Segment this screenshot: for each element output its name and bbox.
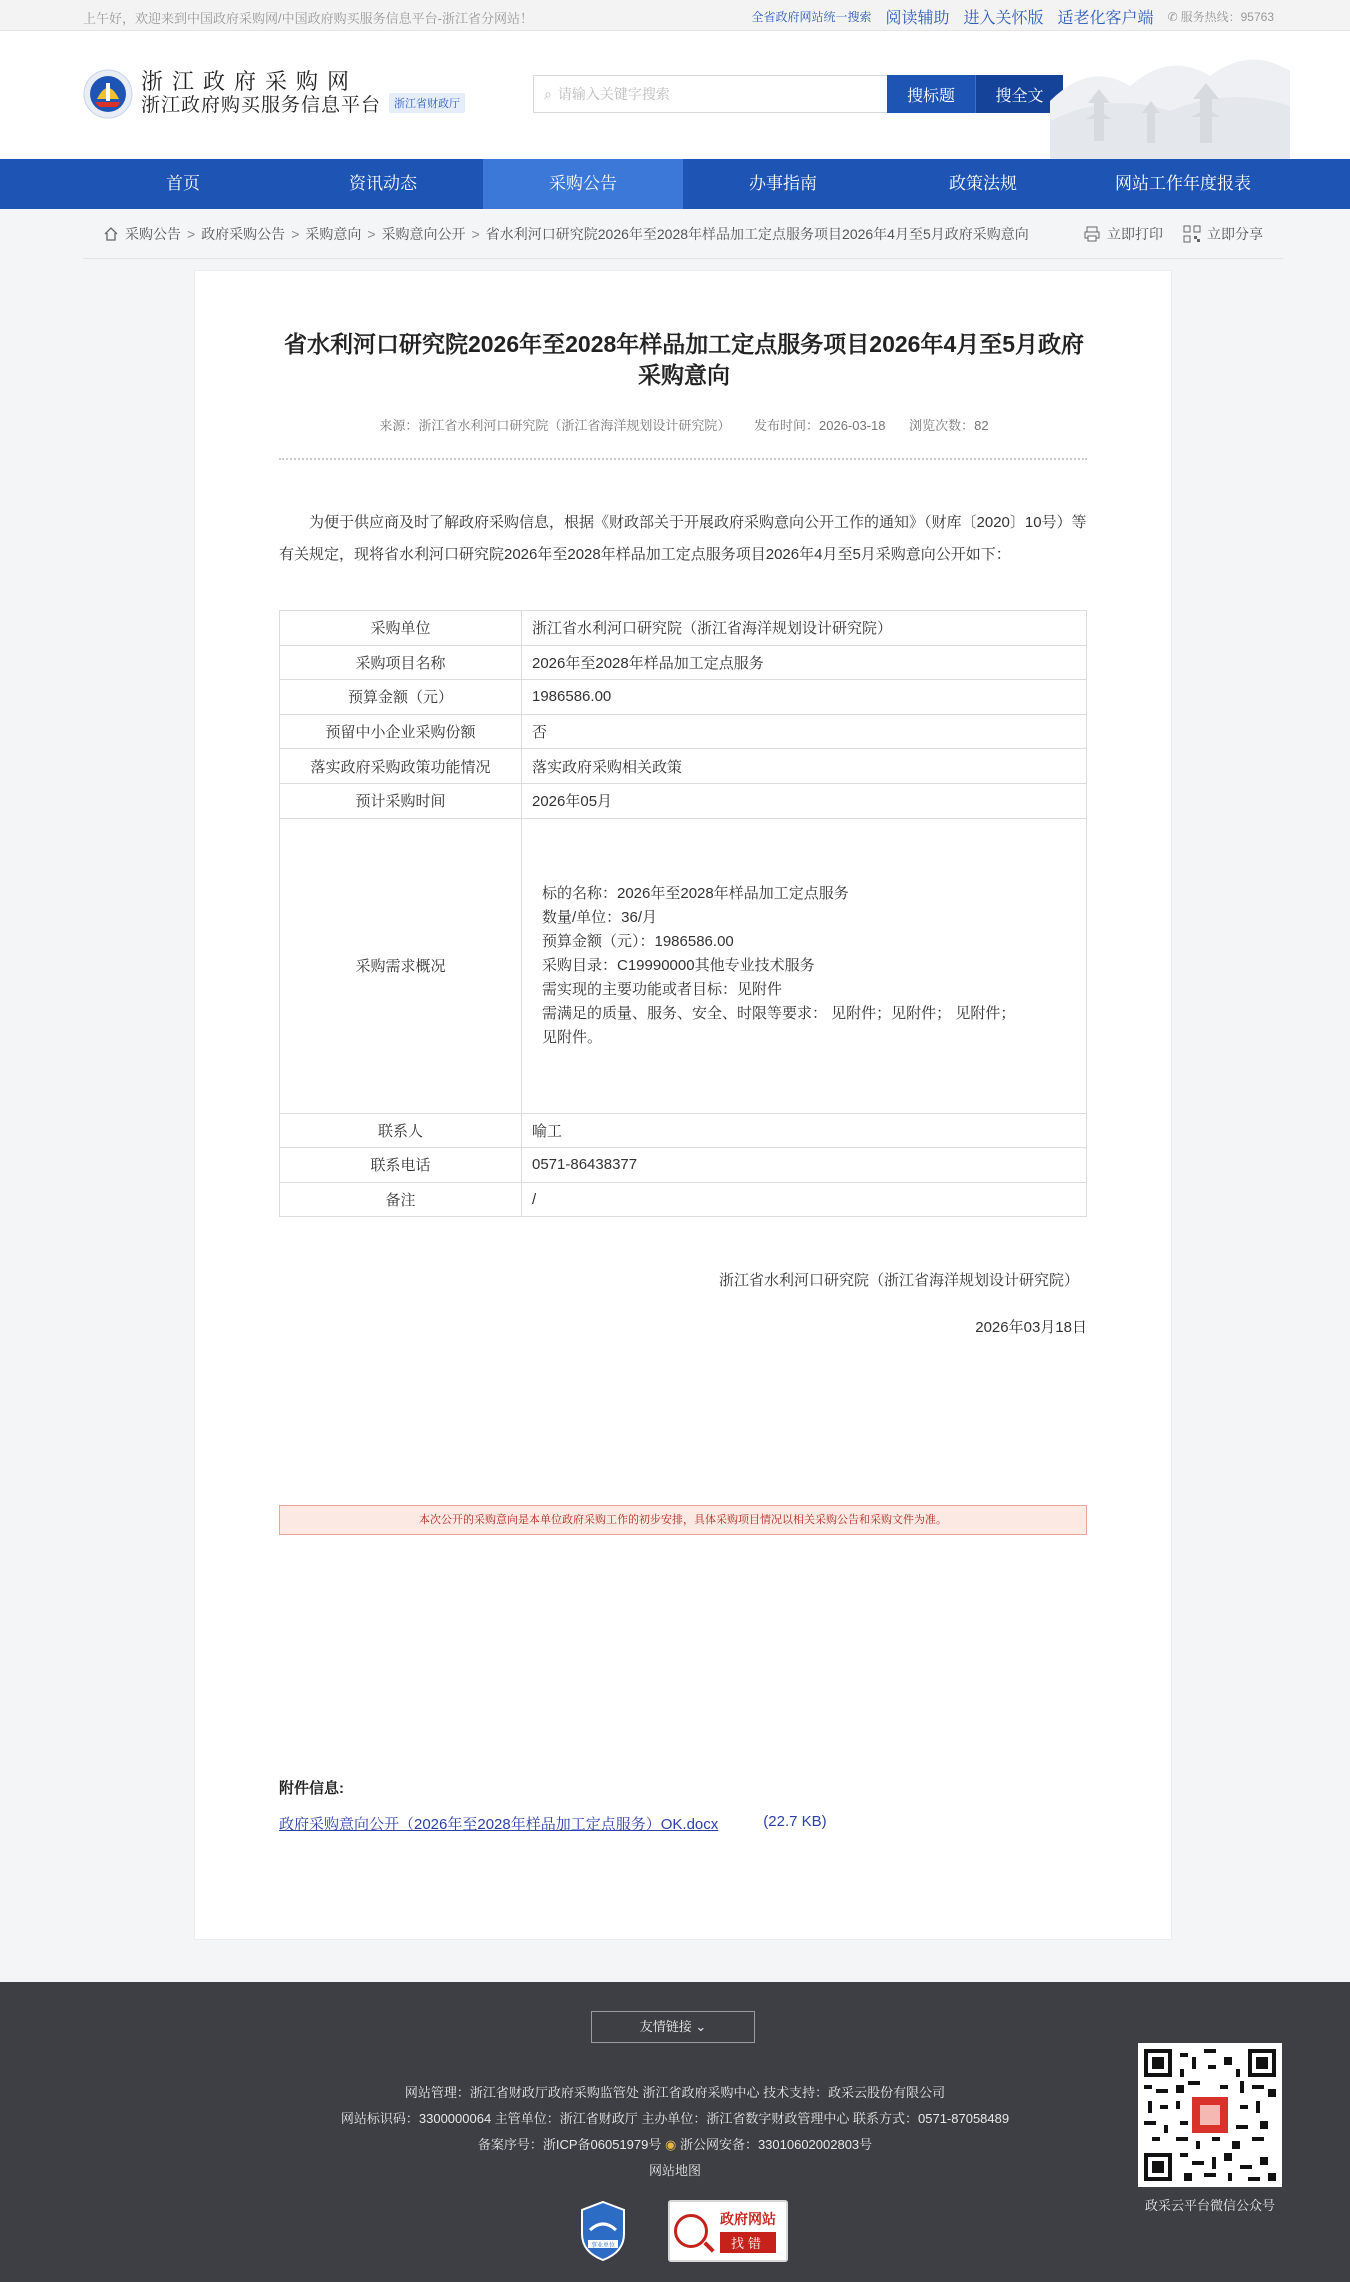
wechat-qr-code — [1138, 2043, 1282, 2187]
table-key: 采购需求概况 — [280, 818, 522, 1113]
table-value: 落实政府采购相关政策 — [522, 749, 1087, 784]
qr-label: 政采云平台微信公众号 — [1144, 2198, 1275, 2213]
phone-icon: ✆ — [1167, 9, 1178, 24]
search-placeholder: 请输入关键字搜索 — [557, 86, 670, 102]
table-value — [522, 818, 1087, 1113]
nav-item-annual-report[interactable]: 网站工作年度报表 — [1115, 174, 1251, 193]
article-intro: 为便于供应商及时了解政府采购信息，根据《财政部关于开展政府采购意向公开工作的通知》（财库〔2020〕10号）等有关规定，现将省水利河口研究院2026年至2028年样品加工定点服务项目2026年4月至5月采购意向公开如下： — [279, 514, 1087, 563]
police-badge-icon: ◉ — [664, 2137, 677, 2152]
breadcrumb-item[interactable]: 采购意向 — [305, 225, 362, 242]
procurement-table — [279, 610, 1087, 1217]
svg-text:事业单位: 事业单位 — [590, 2242, 616, 2249]
qr-share-icon — [1183, 225, 1201, 243]
table-value: 0571-86438377 — [522, 1148, 1087, 1183]
hotline — [1168, 8, 1274, 25]
public-institution-badge-icon[interactable] — [578, 2200, 628, 2262]
attachment-link[interactable]: 政府采购意向公开（2026年至2028年样品加工定点服务）OK.docx — [279, 1816, 719, 1833]
table-row — [280, 749, 1087, 784]
magnifier-icon — [674, 2214, 708, 2248]
table-key: 采购单位 — [280, 611, 522, 646]
table-key: 采购项目名称 — [280, 645, 522, 680]
police-record[interactable]: 浙公网安备：33010602002803号 — [679, 2137, 873, 2152]
table-row — [280, 645, 1087, 680]
site-logo[interactable] — [83, 69, 465, 119]
table-value: 2026年05月 — [522, 783, 1087, 818]
needs-line: 标的名称：2026年至2028年样品加工定点服务 — [542, 884, 849, 902]
table-key: 联系电话 — [280, 1148, 522, 1183]
article-source: 来源：浙江省水利河口研究院（浙江省海洋规划设计研究院） — [379, 418, 731, 433]
search-fulltext-button[interactable]: 搜全文 — [975, 75, 1063, 113]
header — [0, 31, 1350, 159]
top-bar — [0, 0, 1350, 31]
signature-date: 2026年03月18日 — [975, 1319, 1087, 1336]
unified-search-link[interactable]: 全省政府网站统一搜索 — [751, 10, 872, 24]
needs-line: 数量/单位：36/月 — [542, 908, 658, 926]
table-row — [280, 1148, 1087, 1183]
attachment-size: (22.7 KB) — [763, 1813, 827, 1830]
needs-line: 预算金额（元）：1986586.00 — [542, 932, 734, 950]
care-mode-link[interactable]: 进入关怀版 — [963, 10, 1044, 27]
nav-item-procurement[interactable]: 采购公告 — [483, 159, 683, 209]
table-row — [280, 783, 1087, 818]
footer-line: 网站管理：浙江省财政厅政府采购监管处 浙江省政府采购中心 技术支持：政采云股份有限公司 — [404, 2085, 946, 2100]
elderly-client-link[interactable]: 适老化客户端 — [1057, 10, 1154, 27]
breadcrumb-item[interactable]: 政府采购公告 — [201, 225, 286, 242]
needs-line: 采购目录：C19990000其他专业技术服务 — [542, 956, 815, 974]
site-title: 浙江政府采购网 — [141, 69, 359, 94]
pagoda-scenery-icon — [1050, 31, 1290, 159]
table-value: 2026年至2028年样品加工定点服务 — [522, 645, 1087, 680]
table-value: / — [522, 1182, 1087, 1217]
footer-badges — [578, 2200, 788, 2262]
printer-icon — [1083, 225, 1101, 243]
notice-banner: 本次公开的采购意向是本单位政府采购工作的初步安排，具体采购项目情况以相关采购公告和采购文件为准。 — [279, 1505, 1087, 1535]
table-row — [280, 818, 1087, 1113]
table-key: 落实政府采购政策功能情况 — [280, 749, 522, 784]
home-icon[interactable] — [103, 226, 119, 242]
article-card — [194, 270, 1172, 1940]
nav-item-news[interactable]: 资讯动态 — [349, 174, 417, 193]
signature — [279, 1269, 1087, 1337]
share-button[interactable]: 立即分享 — [1183, 224, 1263, 244]
page-title: 省水利河口研究院2026年至2028年样品加工定点服务项目2026年4月至5月政府采购意向 — [283, 331, 1085, 388]
search-title-button[interactable]: 搜标题 — [887, 75, 975, 113]
search-bar — [533, 75, 1063, 113]
search-icon: ⌕ — [544, 85, 552, 102]
table-row — [280, 1113, 1087, 1148]
breadcrumb: 采购公告 > 政府采购公告 > 采购意向 > 采购意向公开 > 省水利河口研究院2026年至2028年样品加工定点服务项目2026年4月至5月政府采购意向 立即打印 立即分享 — [83, 209, 1283, 259]
table-row — [280, 714, 1087, 749]
attachment-header: 附件信息: — [279, 1780, 344, 1797]
friend-links-dropdown[interactable]: 友情链接 ⌄ — [591, 2011, 755, 2043]
site-error-report-badge[interactable]: 政府网站 找错 — [668, 2200, 788, 2262]
divider — [279, 458, 1087, 460]
site-subtitle: 浙江政府购买服务信息平台 — [141, 95, 382, 116]
table-key: 预计采购时间 — [280, 783, 522, 818]
breadcrumb-current: 省水利河口研究院2026年至2028年样品加工定点服务项目2026年4月至5月政府采购意向 — [485, 225, 1029, 242]
needs-line: 需满足的质量、服务、安全、时限等要求： 见附件；见附件； 见附件； 见附件。 — [542, 1004, 1016, 1046]
table-row — [280, 680, 1087, 715]
greeting-text: 上午好，欢迎来到中国政府采购网/中国政府购买服务信息平台-浙江省分网站！ — [83, 11, 533, 26]
nav-item-guide[interactable]: 办事指南 — [749, 174, 817, 193]
table-key: 联系人 — [280, 1113, 522, 1148]
article-meta — [195, 415, 1173, 434]
footer — [0, 1982, 1350, 2282]
reading-aid-link[interactable]: 阅读辅助 — [885, 10, 950, 27]
qr-code-icon — [1144, 2049, 1276, 2181]
site-tag: 浙江省财政厅 — [389, 93, 465, 113]
table-row — [280, 1182, 1087, 1217]
needs-line: 需实现的主要功能或者目标：见附件 — [542, 980, 783, 998]
emblem-icon — [83, 69, 133, 119]
attachment-row — [279, 1813, 827, 1834]
table-value: 喻工 — [522, 1113, 1087, 1148]
sitemap-link[interactable]: 网站地图 — [648, 2163, 701, 2178]
hotline-text: 服务热线：95763 — [1180, 10, 1274, 24]
table-key: 预算金额（元） — [280, 680, 522, 715]
article-publish-time: 发布时间：2026-03-18 — [754, 418, 886, 433]
table-row — [280, 611, 1087, 646]
top-links — [752, 5, 1275, 28]
search-input[interactable] — [533, 75, 887, 113]
print-button[interactable]: 立即打印 — [1083, 224, 1163, 244]
table-value: 否 — [522, 714, 1087, 749]
table-value: 浙江省水利河口研究院（浙江省海洋规划设计研究院） — [522, 611, 1087, 646]
table-key: 预留中小企业采购份额 — [280, 714, 522, 749]
table-value: 1986586.00 — [522, 680, 1087, 715]
breadcrumb-item[interactable]: 采购意向公开 — [381, 225, 466, 242]
icp-record[interactable]: 备案序号：浙ICP备06051979号 — [477, 2137, 662, 2152]
signature-org: 浙江省水利河口研究院（浙江省海洋规划设计研究院） — [718, 1272, 1079, 1289]
breadcrumb-item[interactable]: 采购公告 — [125, 225, 181, 242]
nav-item-policy[interactable]: 政策法规 — [949, 174, 1017, 193]
nav-item-home[interactable]: 首页 — [166, 174, 200, 193]
main-nav — [0, 159, 1350, 209]
table-key: 备注 — [280, 1182, 522, 1217]
page-actions — [1083, 224, 1263, 244]
footer-line: 网站标识码：3300000064 主管单位：浙江省财政厅 主办单位：浙江省数字财政管理中心 联系方式：0571-87058489 — [340, 2111, 1010, 2126]
article-views: 浏览次数：82 — [909, 418, 989, 433]
needs-overview — [532, 882, 1076, 1050]
